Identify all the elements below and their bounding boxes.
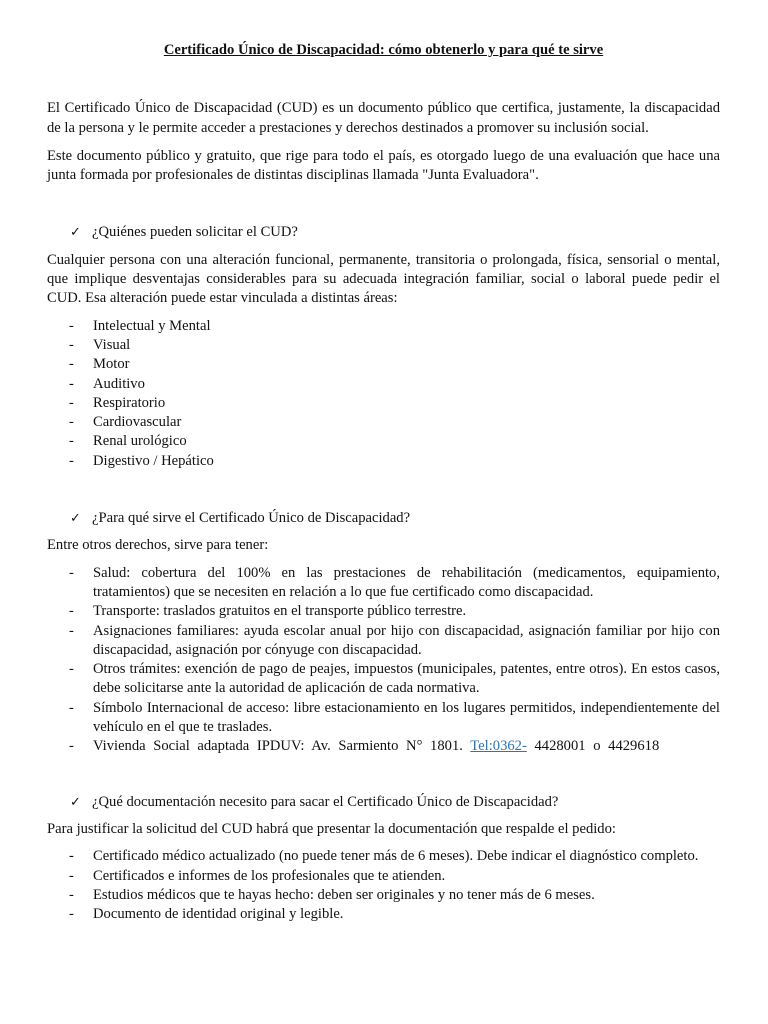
vivienda-prefix: Vivienda Social adaptada IPDUV: Av. Sarmiento N° 1801.: [93, 738, 463, 755]
list-item: - Otros trámites: exención de pago de peajes, impuestos (municipales, patentes, entre otros). En estos casos, debe solicitarse ante la autoridad de aplicación de cada normativa.: [69, 661, 720, 697]
intro-paragraph-2: Este documento público y gratuito, que rige para todo el país, es otorgado luego de una evaluación que hace una junta formada por profesionales de distintas disciplinas llamada "Junta Evaluadora".: [47, 147, 720, 184]
dash-bullet: -: [69, 317, 74, 334]
list-item: - Renal urológico: [47, 432, 720, 451]
list-item-vivienda: [47, 737, 720, 756]
list-item: - Cardiovascular: [47, 413, 720, 432]
section3-heading: [47, 793, 720, 812]
section3-heading-text: ¿Qué documentación necesito para sacar el Certificado Único de Discapacidad?: [92, 793, 559, 810]
checkmark-icon: ✓: [70, 794, 81, 810]
list-item: - Asignaciones familiares: ayuda escolar anual por hijo con discapacidad, asignación familiar por hijo con discapacidad, asignación por cónyuge con discapacidad.: [69, 622, 720, 658]
list-item: - Salud: cobertura del 100% en las prestaciones de rehabilitación (medicamentos, equipamiento, tratamientos) que se necesiten en relación a lo que fue certificado como discapacidad.: [69, 564, 720, 600]
dash-bullet: -: [69, 661, 74, 678]
list-item: - Certificado médico actualizado (no puede tener más de 6 meses). Debe indicar el diagnóstico completo.: [47, 847, 720, 866]
dash-bullet: -: [69, 433, 74, 450]
dash-bullet: -: [69, 452, 74, 469]
dash-bullet: -: [69, 414, 74, 431]
dash-bullet: -: [69, 886, 74, 903]
section2-paragraph: Entre otros derechos, sirve para tener:: [47, 537, 269, 554]
dash-bullet: -: [69, 738, 74, 755]
list-item: - Digestivo / Hepático: [47, 452, 720, 471]
phone-link[interactable]: Tel:0362-: [470, 738, 527, 755]
dash-bullet: -: [69, 906, 74, 923]
document-body: [47, 41, 720, 924]
list-item: - Respiratorio: [47, 394, 720, 413]
list-item: - Transporte: traslados gratuitos en el transporte público terrestre.: [47, 602, 720, 621]
dash-bullet: -: [69, 375, 74, 392]
dash-bullet: -: [69, 356, 74, 373]
section2-heading: [47, 509, 720, 528]
list-item: - Auditivo: [47, 375, 720, 394]
list-item: - Certificados e informes de los profesionales que te atienden.: [47, 867, 720, 886]
dash-bullet: -: [69, 603, 74, 620]
section1-list: [47, 317, 720, 471]
dash-bullet: -: [69, 699, 74, 716]
page-title: Certificado Único de Discapacidad: cómo obtenerlo y para qué te sirve: [163, 42, 604, 58]
checkmark-icon: ✓: [70, 511, 81, 527]
dash-bullet: -: [69, 848, 74, 865]
section2-heading-text: ¿Para qué sirve el Certificado Único de Discapacidad?: [92, 510, 411, 527]
section1-paragraph: Cualquier persona con una alteración funcional, permanente, transitoria o prolongada, física, sensorial o mental, que implique desventajas considerables para su adecuada integración familiar, social o laboral puede pedir el CUD. Esa alteración puede estar vinculada a distintas áreas:: [47, 251, 720, 307]
section1-heading-text: ¿Quiénes pueden solicitar el CUD?: [92, 224, 298, 241]
section3-list: [47, 847, 720, 924]
list-item: - Visual: [47, 336, 720, 355]
dash-bullet: -: [69, 867, 74, 884]
dash-bullet: -: [69, 336, 74, 353]
intro-paragraph-1: El Certificado Único de Discapacidad (CUD) es un documento público que certifica, justamente, la discapacidad de la persona y le permite acceder a prestaciones y derechos destinados a promover su inclusión social.: [47, 100, 720, 136]
checkmark-icon: ✓: [70, 225, 81, 241]
section2-list: [47, 564, 720, 757]
list-item: - Símbolo Internacional de acceso: libre estacionamiento en los lugares permitidos, independientemente del vehículo en el que te traslades.: [69, 699, 720, 736]
vivienda-phones: 4428001 o 4429618: [534, 738, 660, 755]
list-item: - Motor: [47, 355, 720, 374]
dash-bullet: -: [69, 394, 74, 411]
section1-heading: [47, 223, 720, 242]
dash-bullet: -: [69, 622, 74, 639]
list-item: - Estudios médicos que te hayas hecho: deben ser originales y no tener más de 6 meses.: [47, 886, 720, 905]
dash-bullet: -: [69, 564, 74, 581]
list-item: - Intelectual y Mental: [47, 317, 720, 336]
section3-paragraph: Para justificar la solicitud del CUD habrá que presentar la documentación que respalde el pedido:: [47, 820, 616, 837]
list-item: - Documento de identidad original y legible.: [47, 905, 720, 924]
